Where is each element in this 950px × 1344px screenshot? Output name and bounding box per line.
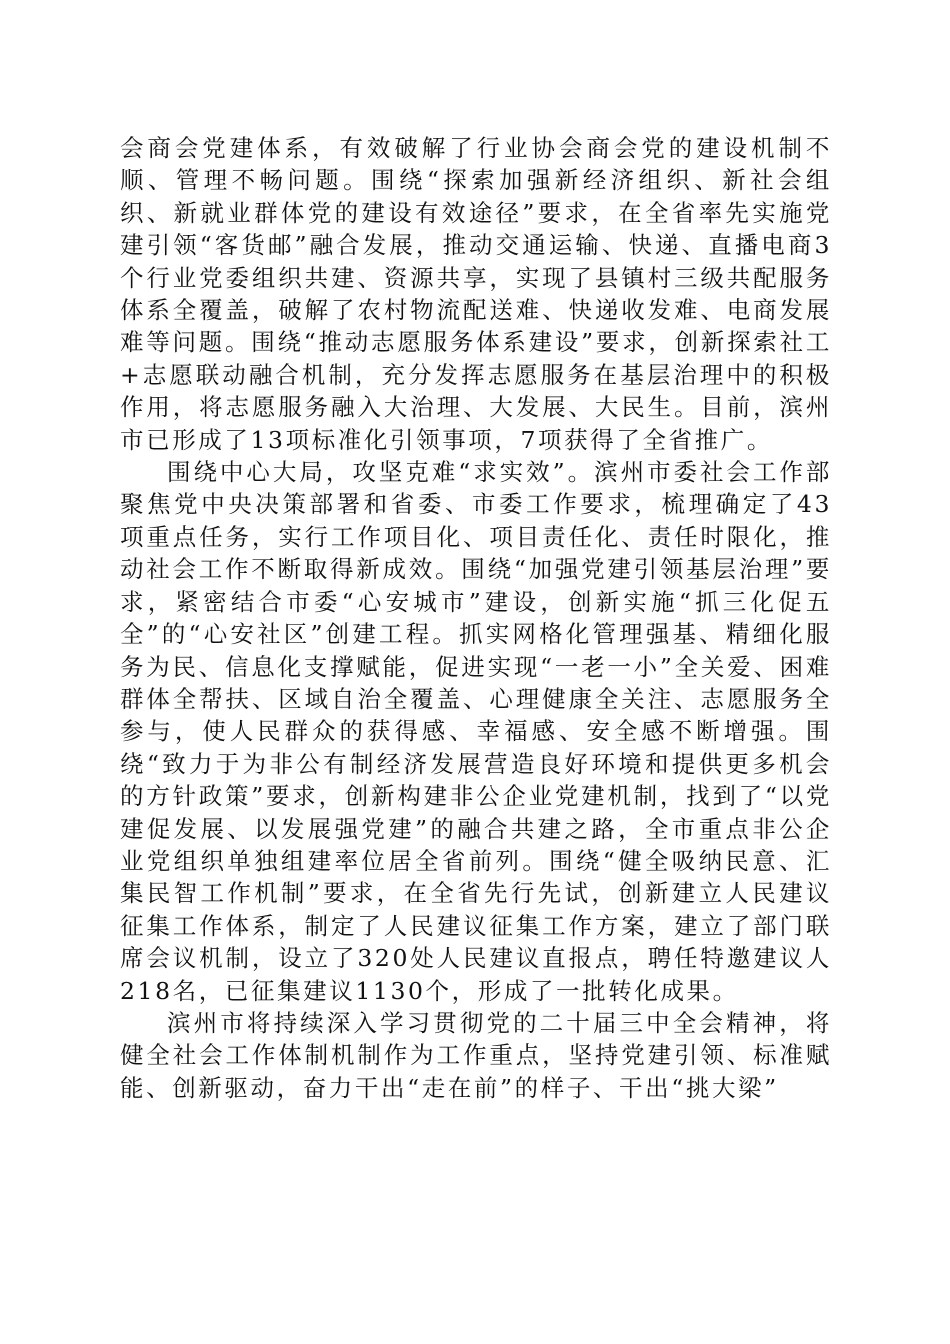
paragraph-standardization: 会商会党建体系，有效破解了行业协会商会党的建设机制不顺、管理不畅问题。围绕“探索加强新经济组织、新社会组织、新就业群体党的建设有效途径”要求，在全省率先实施党建引领“客货邮”融合发展，推动交通运输、快递、直播电商3个行业党委组织共建、资源共享，实现了县镇村三级共配服务体系全覆盖，破解了农村物流配送难、快递收发难、电商发展难等问题。围绕“推动志愿服务体系建设”要求，创新探索社工+志愿联动融合机制，充分发挥志愿服务在基层治理中的积极作用，将志愿服务融入大治理、大发展、大民生。目前，滨州市已形成了13项标准化引领事项，7项获得了全省推广。 — [120, 134, 832, 454]
document-page — [120, 132, 832, 1104]
paragraph-central-tasks: 围绕中心大局，攻坚克难“求实效”。滨州市委社会工作部聚焦党中央决策部署和省委、市委工作要求，梳理确定了43项重点任务，实行工作项目化、项目责任化、责任时限化，推动社会工作不断取得新成效。围绕“加强党建引领基层治理”要求，紧密结合市委“心安城市”建设，创新实施“抓三化促五全”的“心安社区”创建工程。抓实网格化管理强基、精细化服务为民、信息化支撑赋能，促进实现“一老一小”全关爱、困难群体全帮扶、区域自治全覆盖、心理健康全关注、志愿服务全参与，使人民群众的获得感、幸福感、安全感不断增强。围绕“致力于为非公有制经济发展营造良好环境和提供更多机会的方针政策”要求，创新构建非公企业党建机制，找到了“以党建促发展、以发展强党建”的融合共建之路，全市重点非公企业党组织单独组建率位居全省前列。围绕“健全吸纳民意、汇集民智工作机制”要求，在全省先行先试，创新建立人民建议征集工作体系，制定了人民建议征集工作方案，建立了部门联席会议机制，设立了320处人民建议直报点，聘任特邀建议人218名，已征集建议1130个，形成了一批转化成果。 — [120, 458, 832, 1005]
paragraph-future-plan: 滨州市将持续深入学习贯彻党的二十届三中全会精神，将健全社会工作体制机制作为工作重点，坚持党建引领、标准赋能、创新驱动，奋力干出“走在前”的样子、干出“挑大梁” — [120, 1008, 832, 1102]
